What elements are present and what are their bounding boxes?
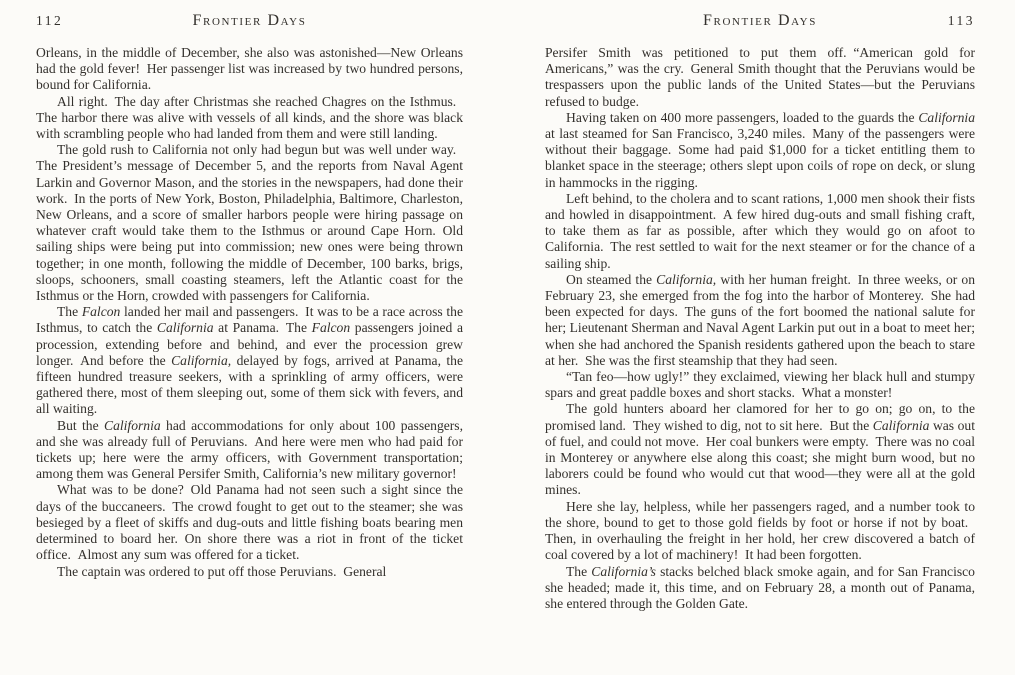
body-text: Left behind, to the cholera and to scant rations, 1,000 men shook their fists and howled in disappointment. A few hired dug-outs and small fishing craft, to take them as far as possible, after which they would go on afoot to California. The rest settled to wait for the next steamer or for the chance of a sailing ship.	[545, 190, 975, 271]
body-text: “Tan feo—how ugly!” they exclaimed, viewing her black hull and stumpy spars and great paddle boxes and short stacks. What a monster!	[545, 369, 975, 401]
paragraph	[36, 45, 463, 94]
italic-text: Falcon	[311, 320, 351, 336]
paragraph	[36, 564, 463, 580]
page-number: 113	[947, 13, 975, 28]
body-text: Persifer Smith was petitioned to put them off. “American gold for Americans,” was the cry. General Smith thought that the Peruvians would be trespassers upon the public lands of the United States—but the Peruvians refused to budge.	[545, 45, 975, 109]
paragraph	[36, 142, 463, 304]
italic-text: California	[918, 109, 975, 125]
body-text: was out of fuel, and could not move. Her coal bunkers were empty. There was no coal in Monterey or anywhere else along this coast; she might burn wood, but no laborers could be found who would cut that wood—they were all at the gold mines.	[545, 417, 975, 498]
italic-text: California’s	[591, 563, 656, 579]
italic-text: California,	[656, 271, 717, 287]
body-text: All right. The day after Christmas she reached Chagres on the Isthmus. The harbor there was alive with vessels of all kinds, and the shore was black with scrambling people who had landed from them and were still landing.	[36, 93, 463, 142]
paragraph	[545, 272, 975, 369]
body-text: The captain was ordered to put off those Peruvians. General	[57, 563, 387, 579]
body-text: stacks belched black smoke again, and for San Francisco she headed; made it, this time, and on February 28, a month out of Panama, she entered through the Golden Gate.	[545, 563, 975, 611]
body-text: But the	[57, 417, 105, 433]
body-text: with her human freight. In three weeks, or on February 23, she emerged from the fog into the harbor of Monterey. She had been expected for days. The guns of the fort boomed the national salute for her; Lieutenant Sherman and Naval Agent Larkin put out in a boat to meet her; when she had anchored the Spanish residents gathered upon the beach to stare at her. She was the first steamship that they had seen.	[545, 271, 975, 368]
page-header-left	[36, 12, 463, 32]
italic-text: California	[872, 417, 930, 433]
italic-text: California	[156, 320, 214, 336]
page-number: 112	[36, 13, 64, 28]
page-112	[0, 0, 507, 675]
italic-text: California	[104, 417, 161, 433]
page-body-right	[545, 45, 975, 612]
italic-text: California,	[171, 352, 232, 368]
body-text: had accommodations for only about 100 passengers, and she was already full of Peruvians. And here were men who had paid for tickets up; here were the army officers, with Government transportation; among them was General Persifer Smith, California’s new military governor!	[36, 417, 463, 482]
paragraph	[36, 418, 463, 483]
body-text: The	[57, 304, 82, 320]
body-text: What was to be done? Old Panama had not seen such a sight since the days of the buccaneers. The crowd fought to get out to the steamer; she was besieged by a fleet of skiffs and dug-outs and little fishing boats bearing men determined to board her. On shore there was a riot in front of the ticket office. Almost any sum was offered for a ticket.	[36, 482, 463, 563]
paragraph	[36, 94, 463, 143]
body-text: The	[566, 563, 592, 579]
page-body-left	[36, 45, 463, 580]
paragraph	[545, 564, 975, 613]
body-text: Having taken on 400 more passengers, loaded to the guards the	[566, 109, 919, 125]
body-text: The gold hunters aboard her clamored for her to go on; go on, to the promised land. They wished to dig, not to sit here. But the	[545, 401, 975, 433]
running-head: Frontier Days	[192, 12, 307, 29]
body-text: delayed by fogs, arrived at Panama, the fifteen hundred treasure seekers, with a sprinkling of army officers, were gathered there, most of them sleeping out, some of them sick with fevers, and all waiting.	[36, 352, 463, 417]
paragraph	[545, 499, 975, 564]
body-text: Orleans, in the middle of December, she also was astonished—New Orleans had the gold fever! Her passenger list was increased by two hundred persons, bound for California.	[36, 45, 463, 93]
body-text: The gold rush to California not only had begun but was well under way. The President’s message of December 5, and the reports from Naval Agent Larkin and Governor Mason, and the stories in the newspapers, had done their work. In the ports of New York, Boston, Philadelphia, Baltimore, Charleston, New Orleans, and a score of smaller harbors people were hiring passage on whatever craft would take them to the Isthmus or around Cape Horn. Old sailing ships were being put into commission; new ones were being thrown together; in one month, following the middle of December, 100 barks, brigs, sloops, schooners, small coasting steamers, left the Atlantic coast for the Isthmus or the Horn, crowded with passengers for California.	[36, 142, 463, 304]
body-text: at Panama. The	[213, 320, 312, 336]
paragraph	[545, 110, 975, 191]
paragraph	[545, 45, 975, 110]
paragraph	[545, 191, 975, 272]
page-header-right	[545, 12, 975, 32]
body-text: On steamed the	[566, 271, 657, 287]
page-113	[507, 0, 1015, 675]
paragraph	[36, 304, 463, 417]
paragraph	[545, 401, 975, 498]
paragraph	[545, 369, 975, 401]
body-text: at last steamed for San Francisco, 3,240 miles. Many of the passengers were without their baggage. Some had paid $1,000 for a ticket entitling them to blanket space in the steerage; others slept upon coils of rope on deck, or slung in hammocks in the rigging.	[545, 126, 975, 190]
body-text: passengers joined a procession, extending before and behind, and ever the procession grew longer. And before the	[36, 320, 463, 368]
body-text: landed her mail and passengers. It was to be a race across the Isthmus, to catch the	[36, 304, 463, 336]
body-text: Here she lay, helpless, while her passengers raged, and a number took to the shore, bound to get to those gold fields by foot or horse if not by boat. Then, in overhauling the freight in her hold, her crew discovered a batch of coal covered by a lot of machinery! It had been forgotten.	[545, 498, 975, 563]
italic-text: Falcon	[81, 304, 121, 320]
running-head: Frontier Days	[703, 12, 817, 29]
paragraph	[36, 482, 463, 563]
